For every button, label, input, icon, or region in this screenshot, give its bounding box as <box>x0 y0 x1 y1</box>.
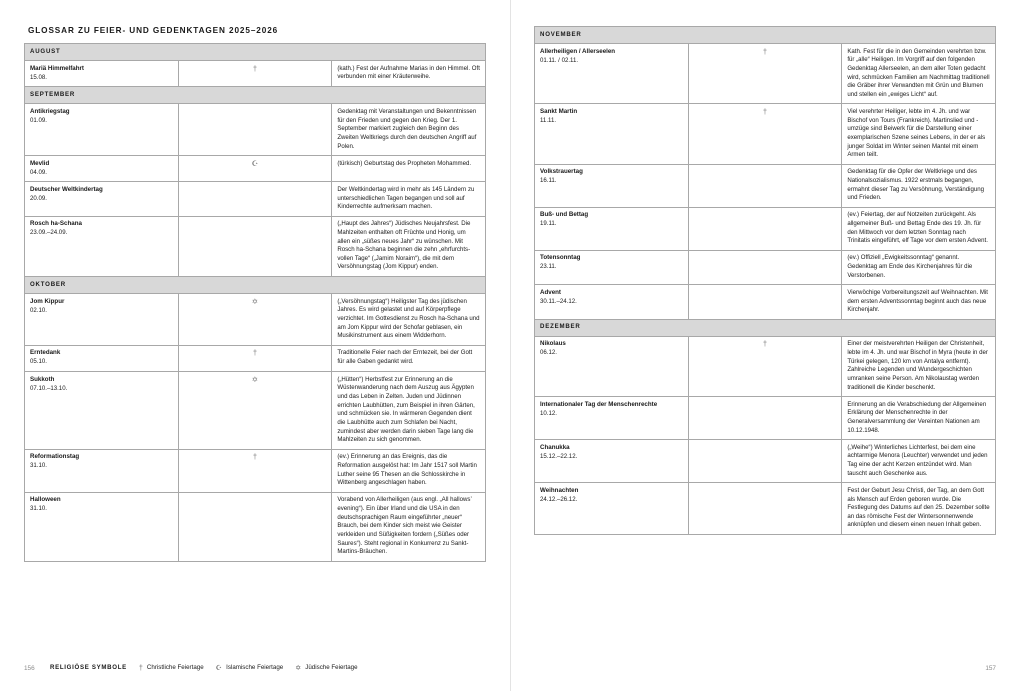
entry-date: 11.11. <box>540 116 557 124</box>
religion-symbol-icon: † <box>762 339 768 349</box>
entry-name: Internationaler Tag der Menschenrechte <box>540 400 658 408</box>
religion-symbol-icon: † <box>252 348 258 358</box>
table-row <box>535 207 996 250</box>
table-row <box>25 294 486 346</box>
religion-symbol-icon: † <box>252 452 258 462</box>
glossary-table-left <box>24 43 486 562</box>
entry-symbol-cell <box>688 104 842 164</box>
page-number-left: 156 <box>24 664 35 672</box>
entry-name-cell <box>25 492 179 561</box>
entry-name-cell <box>535 207 689 250</box>
entry-description: (ev.) Feiertag, der auf Notzeiten zurückgeht. Als allgemeiner Buß- und Bettag Ende des 19. Jh. für den Mittwoch vor dem letzten Sonntag nach Trinitatis eingeführt, elf Tage vor dem ersten Advent. <box>842 207 996 250</box>
entry-name: Mevlid <box>30 159 50 167</box>
month-label: DEZEMBER <box>535 319 996 336</box>
entry-description: (ev.) Erinnerung an das Ereignis, das die Reformation ausgelöst hat: Im Jahr 1517 soll Martin Luther seine 95 Thesen an die Schlosskirche in Wittenberg angeschlagen haben. <box>332 449 486 492</box>
entry-name: Chanukka <box>540 443 570 451</box>
star-and-crescent-icon: ☪ <box>215 663 223 673</box>
entry-name-cell <box>25 104 179 156</box>
entry-symbol-cell <box>178 345 332 371</box>
entry-name: Sukkoth <box>30 375 55 383</box>
entry-date: 24.12.–26.12. <box>540 495 578 503</box>
entry-date: 19.11. <box>540 220 557 228</box>
entry-symbol-cell <box>688 285 842 319</box>
right-page <box>510 0 1020 691</box>
table-row <box>535 440 996 483</box>
entry-name-cell <box>535 44 689 104</box>
star-of-david-icon: ✡ <box>295 663 302 673</box>
entry-symbol-cell <box>688 397 842 440</box>
religion-symbol-icon: † <box>762 106 768 116</box>
entry-name-cell <box>535 104 689 164</box>
entry-description: Erinnerung an die Verabschiedung der Allgemeinen Erklärung der Menschenrechte in der Generalversammlung der Vereinten Nationen am 10.12.1948. <box>842 397 996 440</box>
glossary-table-right <box>534 26 996 535</box>
entry-name-cell <box>535 164 689 207</box>
entry-description: (ev.) Offiziell „Ewigkeitssonntag“ genannt. Gedenktag am Ende des Kirchenjahres für die Verstorbenen. <box>842 250 996 284</box>
entry-date: 06.12. <box>540 349 557 357</box>
entry-name: Buß- und Bettag <box>540 211 589 219</box>
footer-right <box>0 661 1020 675</box>
entry-description: Gedenktag mit Veranstaltungen und Bekenntnissen für den Frieden und gegen den Krieg. Der 1. September markiert zugleich den Beginn des Zweiten Weltkriegs durch den deutschen Angriff auf Polen. <box>332 104 486 156</box>
entry-symbol-cell <box>688 483 842 535</box>
entry-date: 07.10.–13.10. <box>30 384 68 392</box>
entry-name: Rosch ha-Schana <box>30 220 82 228</box>
entry-description: Vierwöchige Vorbereitungszeit auf Weihnachten. Mit dem ersten Adventssonntag beginnt auch das neue Kirchenjahr. <box>842 285 996 319</box>
entry-name: Advent <box>540 288 561 296</box>
entry-description: („Weihe“) Winterliches Lichterfest, bei dem eine achtarmige Menora (Leuchter) verwendet und jeden Tag eine der acht Kerzen entzündet wird. Man tauscht auch Geschenke aus. <box>842 440 996 483</box>
table-row <box>535 164 996 207</box>
entry-name-cell <box>535 397 689 440</box>
entry-name-cell <box>25 61 179 87</box>
entry-description: („Hütten“) Herbstfest zur Erinnerung an die Wüstenwanderung nach dem Auszug aus Ägypten und das Leben in Zelten. Juden und Jüdinnen errichten Laubhütten, zum Beispiel in ihren Gärten, und schmücken sie. In wärmeren Gegenden dient die Laubhütte auch zum Schlafen bei Nacht, zumindest aber werden darin sieben Tage lang die Mahlzeiten zu sich genommen. <box>332 372 486 450</box>
glossary-body-right <box>535 27 996 535</box>
entry-name-cell <box>25 449 179 492</box>
month-label: NOVEMBER <box>535 27 996 44</box>
table-row <box>25 216 486 276</box>
entry-symbol-cell <box>178 61 332 87</box>
entry-date: 20.09. <box>30 194 47 202</box>
religion-symbol-icon: † <box>252 63 258 73</box>
entry-description: Viel verehrter Heiliger, lebte im 4. Jh. und war Bischof von Tours (Frankreich). Martinslied und -umzüge sind Beiwerk für die Darstellung einer exemplarischen Szene seines Lebens, in der er als junger Soldat im Winter seinen Mantel mit einem Armen teilt. <box>842 104 996 164</box>
table-row <box>535 336 996 396</box>
entry-name-cell <box>535 336 689 396</box>
month-header-row <box>535 27 996 44</box>
table-row <box>535 285 996 319</box>
entry-name: Nikolaus <box>540 340 566 348</box>
entry-date: 16.11. <box>540 177 557 185</box>
entry-name-cell <box>25 216 179 276</box>
entry-date: 23.11. <box>540 263 557 271</box>
entry-symbol-cell <box>178 156 332 182</box>
entry-date: 01.11. / 02.11. <box>540 56 579 64</box>
legend-label-jewish: Jüdische Feiertage <box>305 664 358 672</box>
entry-symbol-cell <box>178 372 332 450</box>
entry-name: Erntedank <box>30 349 61 357</box>
month-header-row <box>535 319 996 336</box>
religion-symbol-icon: ✡ <box>251 374 259 384</box>
month-header-row <box>25 44 486 61</box>
glossary-body-left <box>25 44 486 562</box>
month-label: OKTOBER <box>25 277 486 294</box>
entry-date: 15.08. <box>30 73 47 81</box>
entry-name: Totensonntag <box>540 254 581 262</box>
legend-label-christian: Christliche Feiertage <box>146 664 204 672</box>
entry-description: (kath.) Fest der Aufnahme Marias in den Himmel. Oft verbunden mit einer Kräuterweihe. <box>332 61 486 87</box>
entry-name-cell <box>25 294 179 346</box>
table-row <box>25 449 486 492</box>
entry-symbol-cell <box>178 492 332 561</box>
entry-name-cell <box>535 250 689 284</box>
entry-symbol-cell <box>178 216 332 276</box>
table-row <box>535 104 996 164</box>
entry-name: Deutscher Weltkindertag <box>30 185 103 193</box>
entry-name-cell <box>25 182 179 216</box>
table-row <box>25 104 486 156</box>
entry-name: Allerheiligen / Allerseelen <box>540 47 616 55</box>
entry-description: Fest der Geburt Jesu Christi, der Tag, an dem Gott als Mensch auf Erden geboren wurde. Die Festlegung des Datums auf den 25. Dezember sollte an das römische Fest der Wintersonnenwende anknüpfen und diesem einen neuen Inhalt geben. <box>842 483 996 535</box>
entry-name-cell <box>535 440 689 483</box>
entry-description: Einer der meistverehrten Heiligen der Christenheit, lebte im 4. Jh. und war Bischof in Myra (heute in der Türkei gelegen, 120 km von Antalya entfernt). Zahlreiche Legenden und Wundergeschichten umranken seine Person. Am Nikolaustag werden traditionell die Kinder beschenkt. <box>842 336 996 396</box>
entry-symbol-cell <box>178 104 332 156</box>
entry-name: Antikriegstag <box>30 107 70 115</box>
entry-name: Mariä Himmelfahrt <box>30 64 84 72</box>
entry-name: Reformationstag <box>30 453 80 461</box>
entry-symbol-cell <box>178 294 332 346</box>
entry-date: 30.11.–24.12. <box>540 297 577 305</box>
entry-name-cell <box>25 372 179 450</box>
month-header-row <box>25 277 486 294</box>
entry-symbol-cell <box>688 44 842 104</box>
entry-date: 02.10. <box>30 306 47 314</box>
entry-name: Volkstrauertag <box>540 168 583 176</box>
entry-name-cell <box>535 483 689 535</box>
month-label: AUGUST <box>25 44 486 61</box>
entry-name: Weihnachten <box>540 486 579 494</box>
entry-description: (türkisch) Geburtstag des Propheten Mohammed. <box>332 156 486 182</box>
entry-description: Vorabend von Allerheiligen (aus engl. „All hallows’ evening“). Ein über Irland und die USA in den deutschsprachigen Raum eingeführter „neuer“ Brauch, bei dem Kinder sich meist wie Geister verkleiden und Süßigkeiten fordern („Süßes oder Saures“). Steht regional in Konkurrenz zu Sankt-Martins-Bräuchen. <box>332 492 486 561</box>
entry-symbol-cell <box>688 207 842 250</box>
table-row <box>25 492 486 561</box>
table-row <box>25 61 486 87</box>
table-row <box>25 345 486 371</box>
page-number-right: 157 <box>985 664 996 672</box>
entry-date: 15.12.–22.12. <box>540 452 578 460</box>
cross-icon: † <box>138 663 143 673</box>
month-label: SEPTEMBER <box>25 87 486 104</box>
entry-date: 04.09. <box>30 168 47 176</box>
page-title: GLOSSAR ZU FEIER- UND GEDENKTAGEN 2025–2026 <box>28 26 279 35</box>
entry-symbol-cell <box>178 449 332 492</box>
table-row <box>535 44 996 104</box>
entry-date: 31.10. <box>30 505 47 513</box>
religion-symbol-icon: ☪ <box>251 158 259 168</box>
entry-name: Jom Kippur <box>30 297 65 305</box>
legend-title: RELIGIÖSE SYMBOLE <box>50 664 127 672</box>
entry-date: 23.09.–24.09. <box>30 229 68 237</box>
entry-symbol-cell <box>688 164 842 207</box>
entry-date: 10.12. <box>540 409 557 417</box>
entry-symbol-cell <box>688 250 842 284</box>
religion-symbol-icon: † <box>762 46 768 56</box>
entry-description: Der Weltkindertag wird in mehr als 145 Ländern zu unterschiedlichen Tagen begangen und soll auf Kinderrechte aufmerksam machen. <box>332 182 486 216</box>
entry-name-cell <box>25 345 179 371</box>
entry-date: 01.09. <box>30 116 47 124</box>
entry-description: Kath. Fest für die in den Gemeinden verehrten bzw. für „alle“ Heiligen. Im Vorgriff auf den folgenden Gedenktag Allerseelen, an dem aller Toten gedacht wird, schmücken Familien am Nachmittag traditionell die Gräber ihrer Verwandten mit Grün und Blumen und stellen ein „ewiges Licht“ auf. <box>842 44 996 104</box>
legend-label-islamic: Islamische Feiertage <box>226 664 284 672</box>
entry-symbol-cell <box>688 440 842 483</box>
entry-description: Gedenktag für die Opfer der Weltkriege und des Nationalsozialismus. 1922 erstmals begangen, ermahnt dieser Tag zu Versöhnung, Verständigung und Frieden. <box>842 164 996 207</box>
entry-description: („Versöhnungstag“) Heiligster Tag des jüdischen Jahres. Es wird gelastet und auf Körperpflege verzichtet. Im Gottesdienst zu Rosch ha-Schana und am Jom Kippur wird der Schofar geblasen, ein Musikinstrument aus einem Widderhorn. <box>332 294 486 346</box>
table-row <box>535 483 996 535</box>
table-row <box>25 372 486 450</box>
month-header-row <box>25 87 486 104</box>
entry-name-cell <box>535 285 689 319</box>
entry-description: („Haupt des Jahres“) Jüdisches Neujahrsfest. Die Mahlzeiten enthalten oft Früchte und Honig, um allen ein „süßes neues Jahr“ zu wünschen. Mit Rosch ha-Schana beginnen die zehn „ehrfurchtsvollen Tage“ („Jamim Noraim“), die mit dem Versöhnungstag (Jom Kippur) enden. <box>332 216 486 276</box>
entry-name: Halloween <box>30 496 61 504</box>
entry-symbol-cell <box>688 336 842 396</box>
table-row <box>535 397 996 440</box>
entry-name-cell <box>25 156 179 182</box>
entry-symbol-cell <box>178 182 332 216</box>
entry-date: 31.10. <box>30 462 47 470</box>
table-row <box>25 156 486 182</box>
entry-name: Sankt Martin <box>540 107 578 115</box>
entry-description: Traditionelle Feier nach der Erntezeit, bei der Gott für alle Gaben gedankt wird. <box>332 345 486 371</box>
table-row <box>25 182 486 216</box>
table-row <box>535 250 996 284</box>
religion-symbol-icon: ✡ <box>251 296 259 306</box>
entry-date: 05.10. <box>30 358 47 366</box>
